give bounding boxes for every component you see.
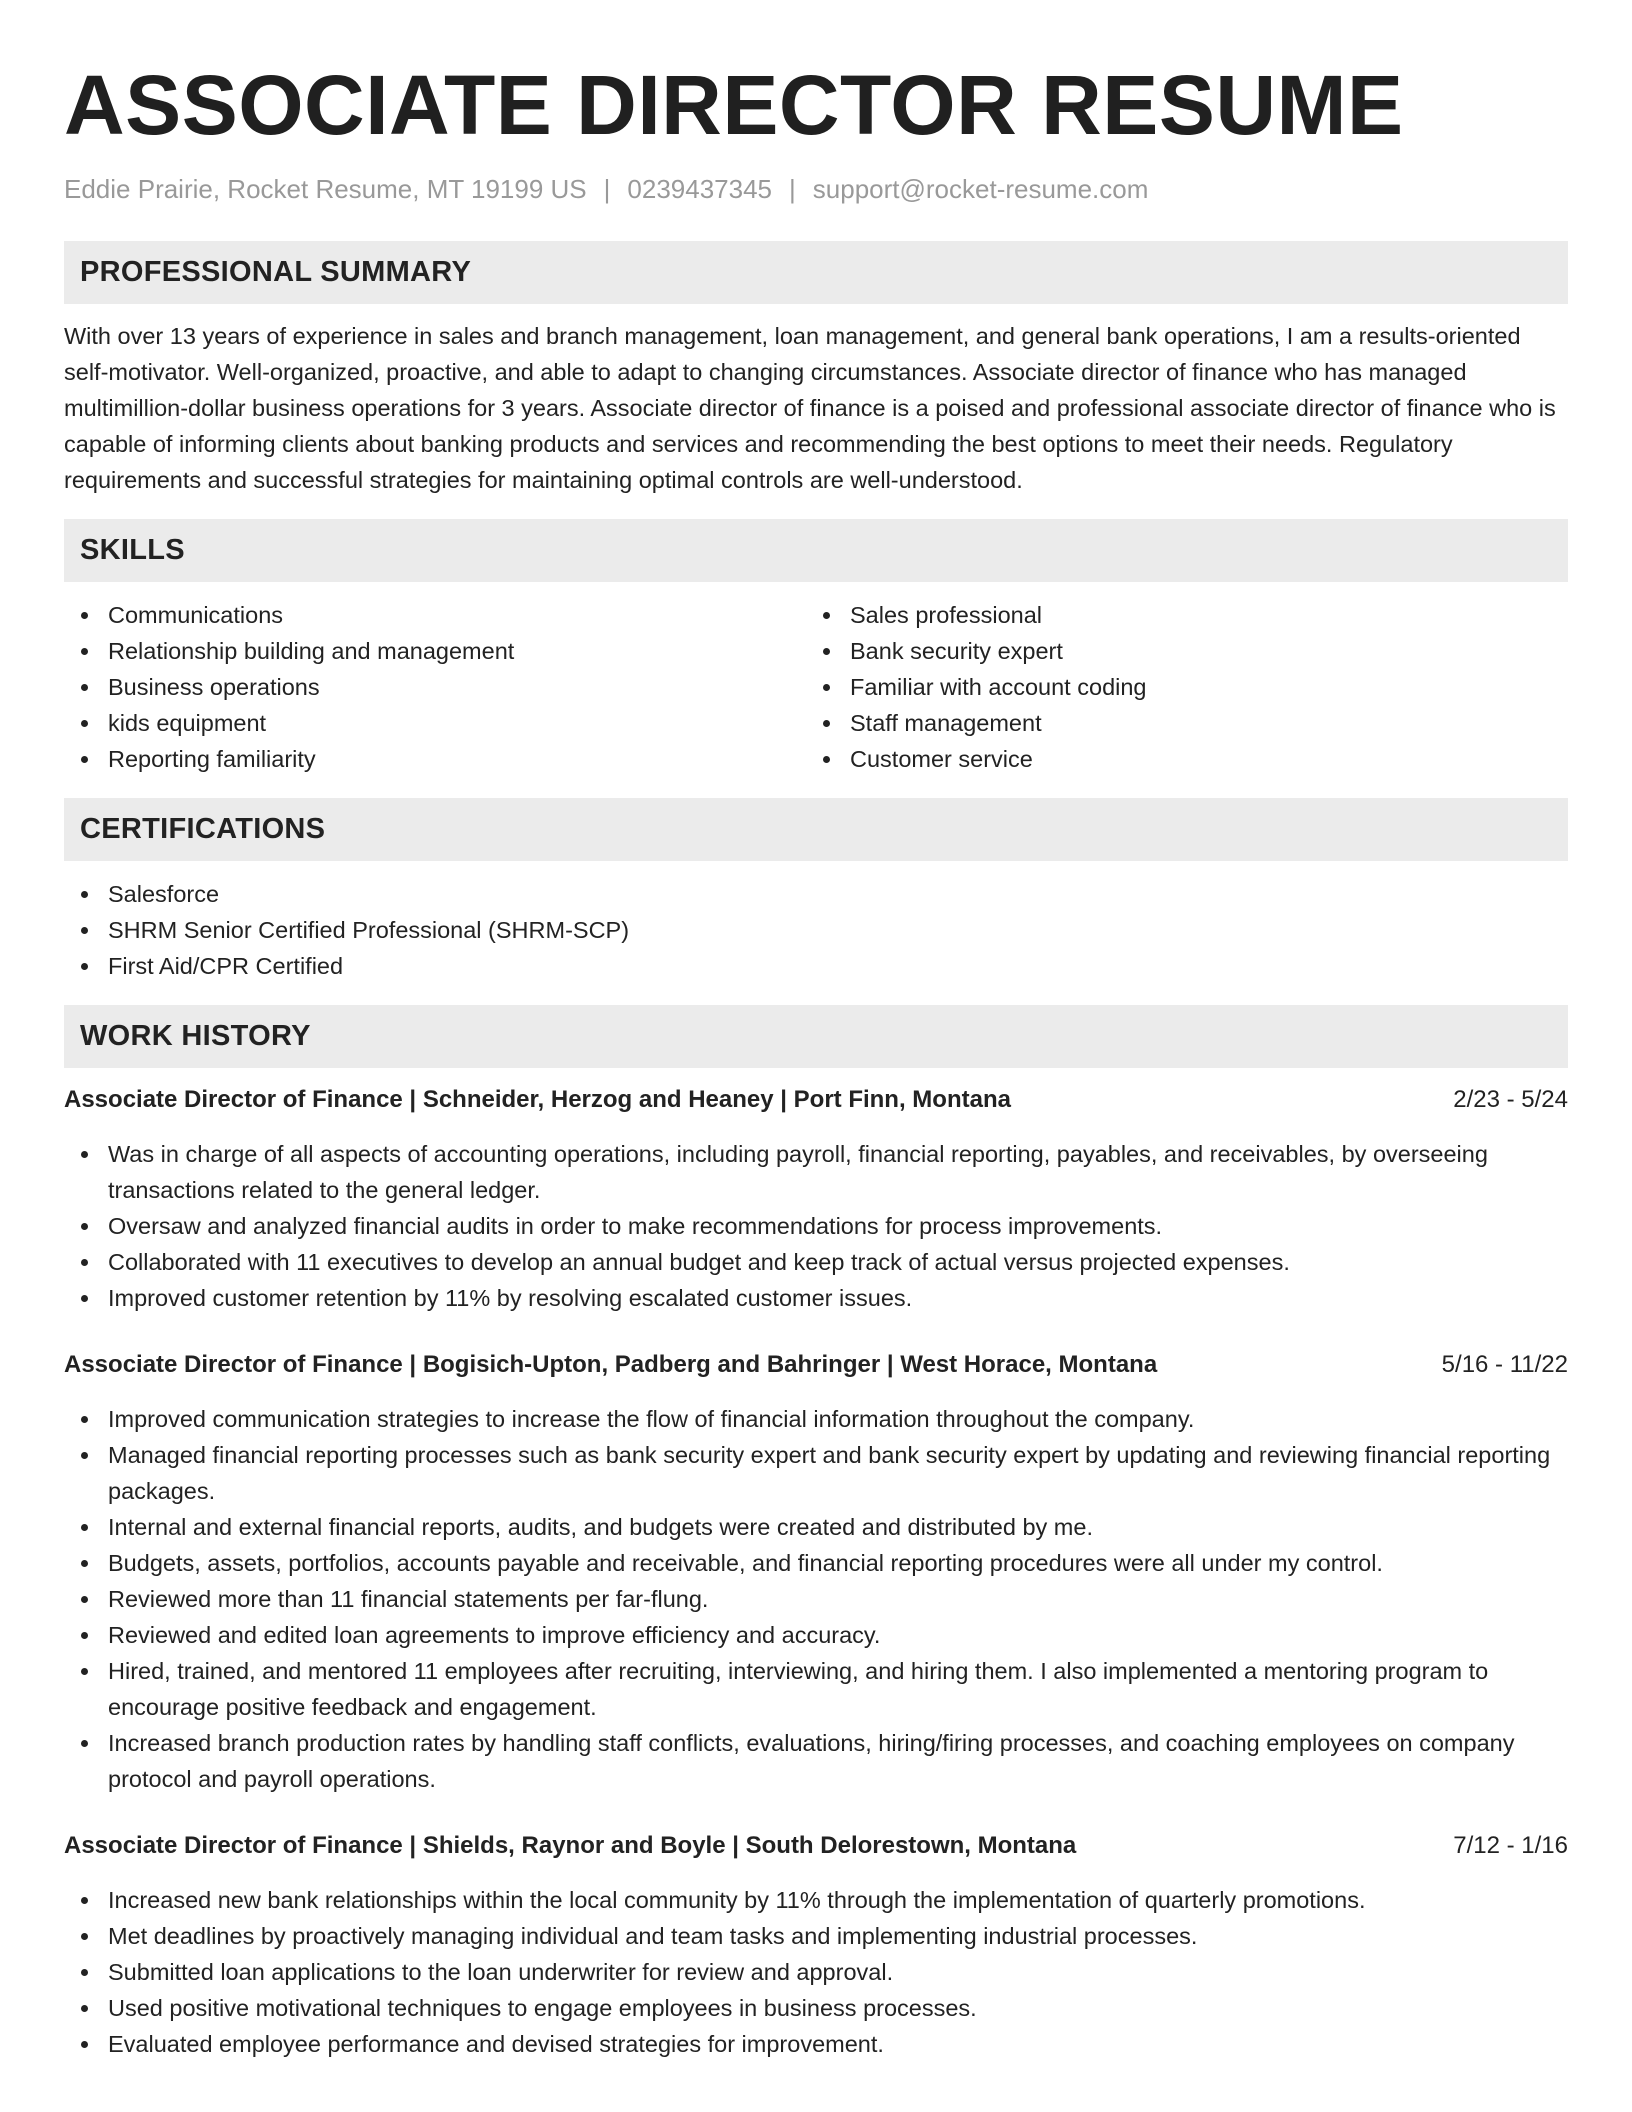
job-entry [64, 1082, 1568, 1316]
section-heading-work-history: WORK HISTORY [64, 1005, 1568, 1068]
section-heading-summary: PROFESSIONAL SUMMARY [64, 241, 1568, 304]
job-dates: 5/16 - 11/22 [1441, 1351, 1568, 1378]
contact-phone: 0239437345 [627, 174, 773, 204]
contact-address: Eddie Prairie, Rocket Resume, MT 19199 US [64, 174, 587, 204]
job-bullet: Managed financial reporting processes such as bank security expert and bank security expert by updating and reviewing financial reporting packages. [64, 1437, 1568, 1509]
job-bullet: Reviewed and edited loan agreements to improve efficiency and accuracy. [64, 1617, 1568, 1653]
job-bullets [64, 1136, 1568, 1316]
job-dates: 2/23 - 5/24 [1453, 1086, 1568, 1113]
skill-item: Staff management [806, 705, 1548, 741]
job-bullet: Reviewed more than 11 financial statements per far-flung. [64, 1581, 1568, 1617]
job-bullet: Hired, trained, and mentored 11 employees after recruiting, interviewing, and hiring them. I also implemented a mentoring program to encourage positive feedback and engagement. [64, 1653, 1568, 1725]
job-header [64, 1347, 1568, 1383]
job-bullet: Improved customer retention by 11% by resolving escalated customer issues. [64, 1280, 1568, 1316]
job-bullet: Was in charge of all aspects of accounting operations, including payroll, financial reporting, payables, and receivables, by overseeing transactions related to the general ledger. [64, 1136, 1568, 1208]
skills-column-left [64, 597, 806, 777]
skill-item: Communications [64, 597, 806, 633]
skills-column-right [806, 597, 1548, 777]
job-bullet: Met deadlines by proactively managing individual and team tasks and implementing industrial processes. [64, 1918, 1568, 1954]
job-bullet: Increased new bank relationships within the local community by 11% through the implementation of quarterly promotions. [64, 1882, 1568, 1918]
skill-item: kids equipment [64, 705, 806, 741]
skill-item: Sales professional [806, 597, 1548, 633]
certification-item: Salesforce [64, 876, 1568, 912]
job-bullets [64, 1401, 1568, 1797]
job-bullet: Internal and external financial reports, audits, and budgets were created and distributed by me. [64, 1509, 1568, 1545]
job-title: Associate Director of Finance | Schneider, Herzog and Heaney | Port Finn, Montana [64, 1086, 1011, 1113]
job-bullets [64, 1882, 1568, 2062]
skill-item: Customer service [806, 741, 1548, 777]
job-dates: 7/12 - 1/16 [1453, 1832, 1568, 1859]
job-entry [64, 1828, 1568, 2062]
skills-list [64, 597, 1568, 777]
certification-item: First Aid/CPR Certified [64, 948, 1568, 984]
job-header [64, 1828, 1568, 1864]
job-bullet: Collaborated with 11 executives to develop an annual budget and keep track of actual versus projected expenses. [64, 1244, 1568, 1280]
section-heading-certifications: CERTIFICATIONS [64, 798, 1568, 861]
job-header [64, 1082, 1568, 1118]
job-bullet: Budgets, assets, portfolios, accounts payable and receivable, and financial reporting procedures were all under my control. [64, 1545, 1568, 1581]
job-bullet: Improved communication strategies to increase the flow of financial information throughout the company. [64, 1401, 1568, 1437]
contact-separator: | [603, 174, 611, 204]
page-title: ASSOCIATE DIRECTOR RESUME [64, 58, 1404, 152]
skill-item: Reporting familiarity [64, 741, 806, 777]
job-bullet: Submitted loan applications to the loan underwriter for review and approval. [64, 1954, 1568, 1990]
section-heading-skills: SKILLS [64, 519, 1568, 582]
job-title: Associate Director of Finance | Shields, Raynor and Boyle | South Delorestown, Montana [64, 1832, 1077, 1859]
job-bullet: Evaluated employee performance and devised strategies for improvement. [64, 2026, 1568, 2062]
job-bullet: Used positive motivational techniques to engage employees in business processes. [64, 1990, 1568, 2026]
contact-email: support@rocket-resume.com [812, 174, 1149, 204]
skill-item: Business operations [64, 669, 806, 705]
skill-item: Familiar with account coding [806, 669, 1548, 705]
skill-item: Bank security expert [806, 633, 1548, 669]
certification-item: SHRM Senior Certified Professional (SHRM-SCP) [64, 912, 1568, 948]
job-bullet: Increased branch production rates by handling staff conflicts, evaluations, hiring/firing processes, and coaching employees on company protocol and payroll operations. [64, 1725, 1568, 1797]
summary-text: With over 13 years of experience in sales and branch management, loan management, and general bank operations, I am a results-oriented self-motivator. Well-organized, proactive, and able to adapt to changing circumstances. Associate director of finance who has managed multimillion-dollar business operations for 3 years. Associate director of finance is a poised and professional associate director of finance who is capable of informing clients about banking products and services and recommending the best options to meet their needs. Regulatory requirements and successful strategies for maintaining optimal controls are well-understood. [64, 323, 1556, 493]
job-title: Associate Director of Finance | Bogisich-Upton, Padberg and Bahringer | West Horace, Montana [64, 1351, 1158, 1378]
contact-separator: | [789, 174, 796, 204]
job-bullet: Oversaw and analyzed financial audits in order to make recommendations for process improvements. [64, 1208, 1568, 1244]
skill-item: Relationship building and management [64, 633, 806, 669]
job-entry [64, 1347, 1568, 1797]
certifications-list [64, 876, 1568, 984]
contact-line [64, 173, 1568, 205]
